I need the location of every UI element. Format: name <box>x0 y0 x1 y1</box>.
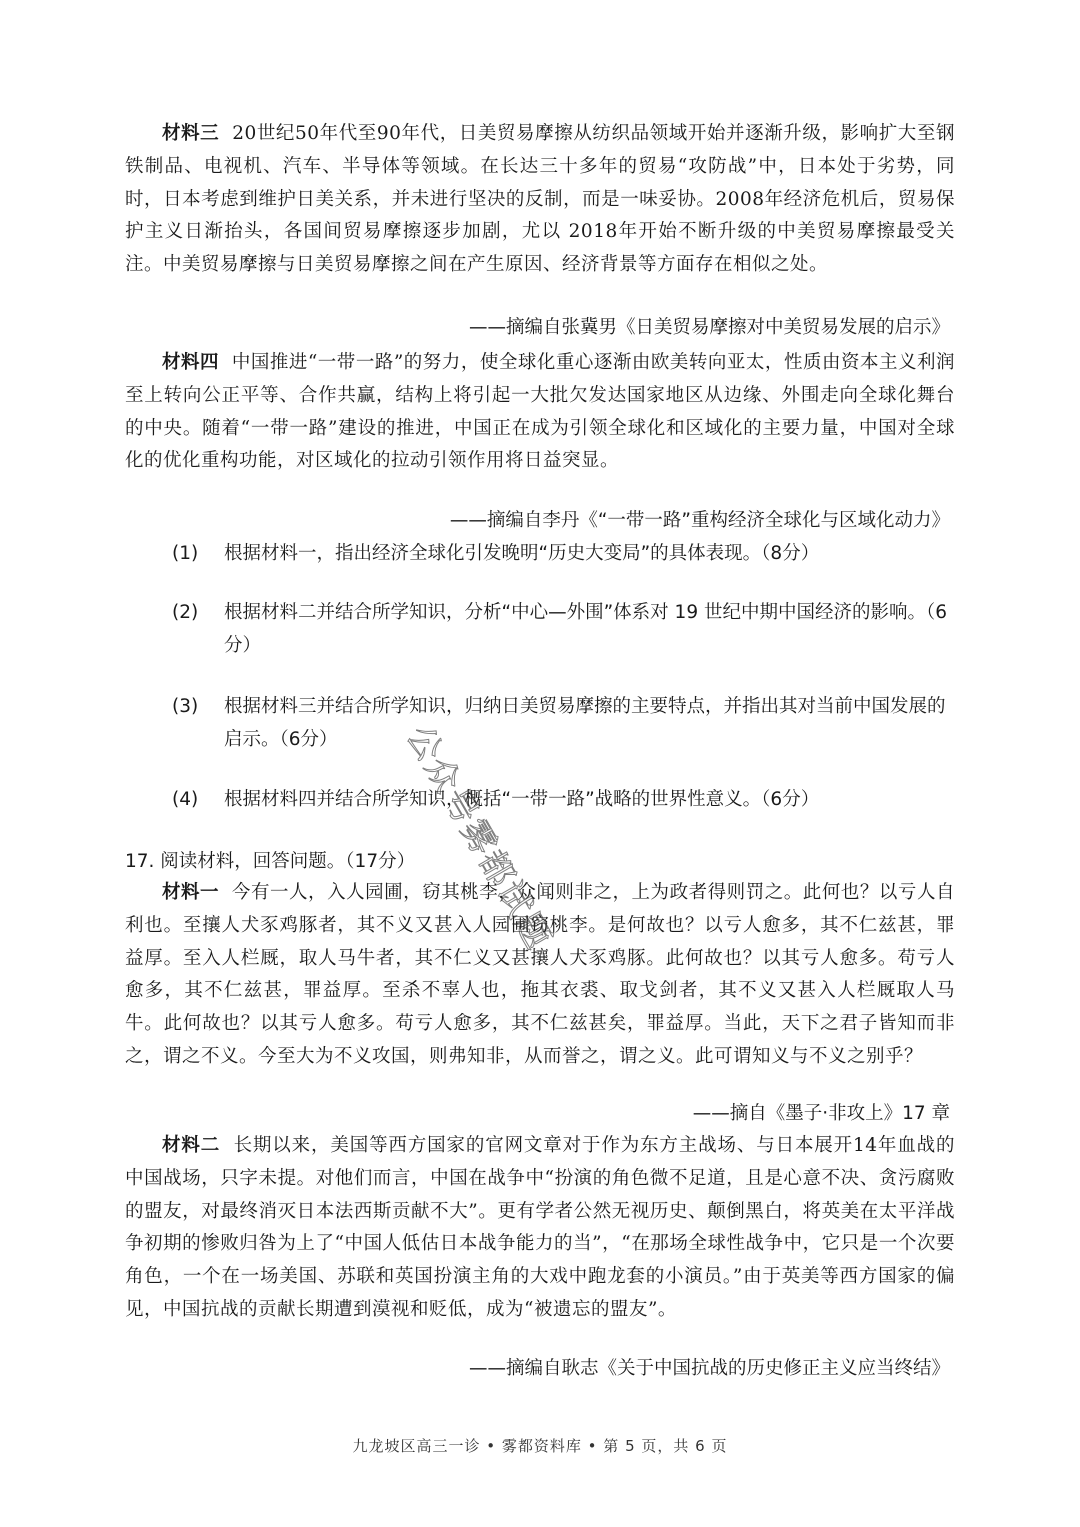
q17-material-2-source: ——摘编自耿志《关于中国抗战的历史修正主义应当终结》 <box>468 1358 950 1379</box>
question-17-heading: 17. 阅读材料，回答问题。（17分） <box>125 851 416 872</box>
material-4-label: 材料四 <box>162 352 220 373</box>
question-text: 根据材料一，指出经济全球化引发晚明“历史大变局”的具体表现。（8分） <box>224 543 820 564</box>
material-3-label: 材料三 <box>162 123 220 144</box>
question-text: 根据材料四并结合所学知识，概括“一带一路”战略的世界性意义。（6分） <box>224 789 820 810</box>
question-number: (2) <box>172 602 199 623</box>
q17-material-1-text: 今有一人，入人园圃，窃其桃李，众闻则非之，上为政者得则罚之。此何也？以亏人自利也。至攘人犬豕鸡豚者，其不义又甚入人园圃窃桃李。是何故也？以亏人愈多，其不仁兹甚，罪益厚。至入人栏厩，取人马牛者，其不仁义又甚攘人犬豕鸡豚。此何故也？以其亏人愈多。苟亏人愈多，其不仁兹甚，罪益厚。至杀不辜人也，拖其衣裘、取戈剑者，其不义又甚入人栏厩取人马牛。此何故也？以其亏人愈多。苟亏人愈多，其不仁兹甚矣，罪益厚。当此，天下之君子皆知而非之，谓之不义。今至大为不义攻国，则弗知非，从而誉之，谓之义。此可谓知义与不义之别乎？ <box>125 882 955 1067</box>
page-footer: 九龙坡区高三一诊 • 雾都资料库 • 第 5 页，共 6 页 <box>352 1437 728 1455</box>
question-text: 根据材料三并结合所学知识，归纳日美贸易摩擦的主要特点，并指出其对当前中国发展的启示。（6分） <box>224 696 946 750</box>
question-number: (4) <box>172 789 199 810</box>
q17-material-1-source: ——摘自《墨子·非攻上》17 章 <box>692 1103 950 1124</box>
material-4 <box>125 347 955 478</box>
watermark: 公众号雾都试题 <box>398 719 560 958</box>
q17-material-2 <box>125 1130 955 1327</box>
question-16-4 <box>172 783 957 816</box>
q17-material-1-label: 材料一 <box>162 882 220 903</box>
material-3-text: 20世纪50年代至90年代，日美贸易摩擦从纺织品领域开始并逐渐升级，影响扩大至钢铁制品、电视机、汽车、半导体等领域。在长达三十多年的贸易“攻防战”中，日本处于劣势，同时，日本考虑到维护日美关系，并未进行坚决的反制，而是一味妥协。2008年经济危机后，贸易保护主义日渐抬头，各国间贸易摩擦逐步加剧，尤以 2018年开始不断升级的中美贸易摩擦最受关注。中美贸易摩擦与日美贸易摩擦之间在产生原因、经济背景等方面存在相似之处。 <box>125 123 955 276</box>
q17-material-1 <box>125 877 955 1074</box>
material-3 <box>125 118 955 282</box>
material-4-source: ——摘编自李丹《“一带一路”重构经济全球化与区域化动力》 <box>449 510 950 531</box>
material-3-source: ——摘编自张冀男《日美贸易摩擦对中美贸易发展的启示》 <box>468 317 950 338</box>
question-16-2 <box>172 596 957 662</box>
q17-material-2-label: 材料二 <box>162 1135 221 1156</box>
material-4-text: 中国推进“一带一路”的努力，使全球化重心逐渐由欧美转向亚太，性质由资本主义利润至上转向公正平等、合作共赢，结构上将引起一大批欠发达国家地区从边缘、外围走向全球化舞台的中央。随着“一带一路”建设的推进，中国正在成为引领全球化和区域化的主要力量，中国对全球化的优化重构功能，对区域化的拉动引领作用将日益突显。 <box>125 352 955 472</box>
question-16-1 <box>172 537 957 570</box>
q17-material-2-text: 长期以来，美国等西方国家的官网文章对于作为东方主战场、与日本展开14年血战的中国战场，只字未提。对他们而言，中国在战争中“扮演的角色微不足道，且是心意不决、贪污腐败的盟友，对最终消灭日本法西斯贡献不大”。更有学者公然无视历史、颠倒黑白，将英美在太平洋战争初期的惨败归咎为上了“中国人低估日本战争能力的当”，“在那场全球性战争中，它只是一个次要角色，一个在一场美国、苏联和英国扮演主角的大戏中跑龙套的小演员。”由于英美等西方国家的偏见，中国抗战的贡献长期遭到漠视和贬低，成为“被遗忘的盟友”。 <box>125 1135 955 1320</box>
question-number: (1) <box>172 543 199 564</box>
question-number: (3) <box>172 696 199 717</box>
question-text: 根据材料二并结合所学知识，分析“中心—外围”体系对 19 世纪中期中国经济的影响。（6分） <box>224 602 947 656</box>
question-16-3 <box>172 690 957 756</box>
